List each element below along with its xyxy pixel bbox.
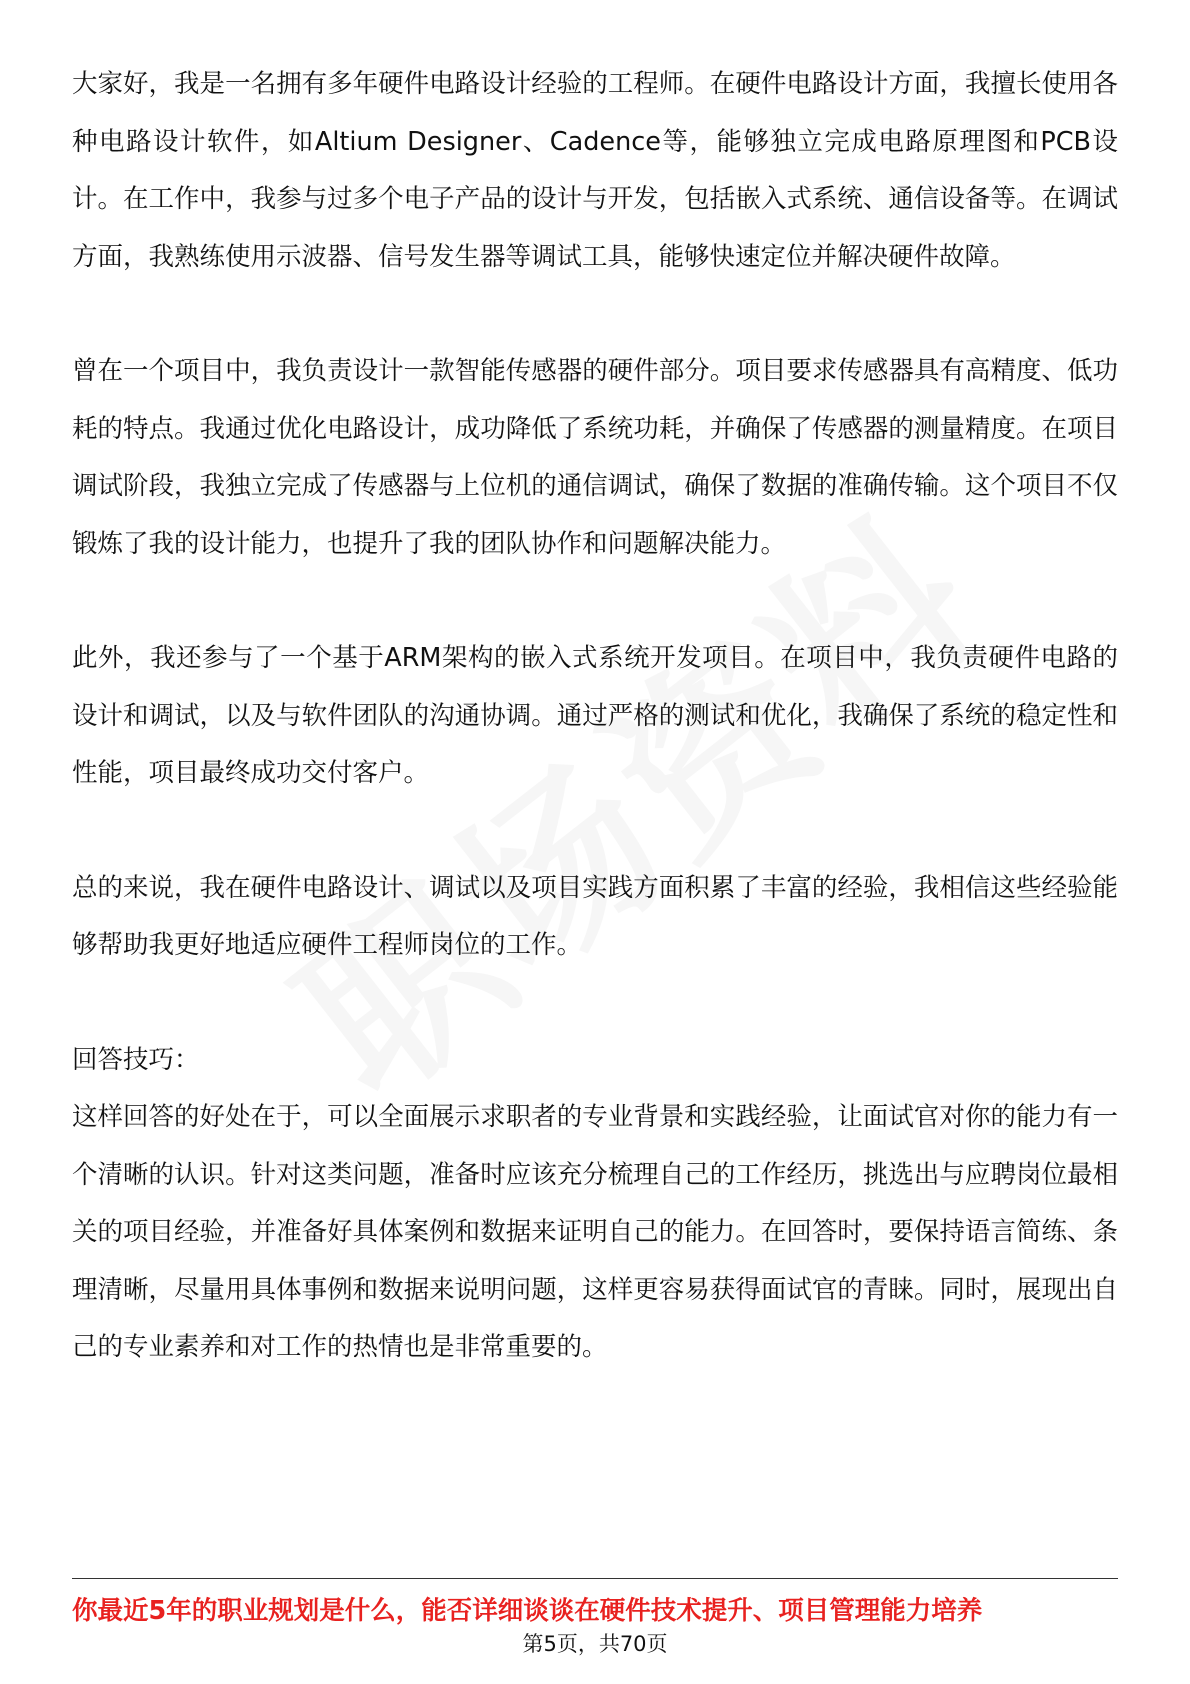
paragraph-spacer [72, 286, 1118, 343]
answer-paragraph-3: 此外，我还参与了一个基于ARM架构的嵌入式系统开发项目。在项目中，我负责硬件电路的设计和调试，以及与软件团队的沟通协调。通过严格的测试和优化，我确保了系统的稳定性和性能，项目最终成功交付客户。 [72, 643, 1118, 788]
answer-paragraph-4: 总的来说，我在硬件电路设计、调试以及项目实践方面积累了丰富的经验，我相信这些经验能够帮助我更好地适应硬件工程师岗位的工作。 [72, 872, 1118, 960]
next-question-heading: 你最近5年的职业规划是什么，能否详细谈谈在硬件技术提升、项目管理能力培养 [72, 1596, 983, 1626]
page-number: 第5页，共70页 [522, 1632, 668, 1656]
page-content [72, 56, 1118, 1377]
answer-paragraph-2: 曾在一个项目中，我负责设计一款智能传感器的硬件部分。项目要求传感器具有高精度、低功耗的特点。我通过优化电路设计，成功降低了系统功耗，并确保了传感器的测量精度。在项目调试阶段，我独立完成了传感器与上位机的通信调试，确保了数据的准确传输。这个项目不仅锻炼了我的设计能力，也提升了我的团队协作和问题解决能力。 [72, 356, 1118, 559]
paragraph-spacer [72, 975, 1118, 1032]
answer-paragraph-1: 大家好，我是一名拥有多年硬件电路设计经验的工程师。在硬件电路设计方面，我擅长使用各种电路设计软件，如Altium Designer、Cadence等，能够独立完成电路原理图和PCB设计。在工作中，我参与过多个电子产品的设计与开发，包括嵌入式系统、通信设备等。在调试方面，我熟练使用示波器、信号发生器等调试工具，能够快速定位并解决硬件故障。 [72, 69, 1118, 272]
paragraph-spacer [72, 573, 1118, 630]
section-divider [72, 1578, 1118, 1579]
paragraph-spacer [72, 803, 1118, 860]
tips-paragraph: 这样回答的好处在于，可以全面展示求职者的专业背景和实践经验，让面试官对你的能力有一个清晰的认识。针对这类问题，准备时应该充分梳理自己的工作经历，挑选出与应聘岗位最相关的项目经验，并准备好具体案例和数据来证明自己的能力。在回答时，要保持语言简练、条理清晰，尽量用具体事例和数据来说明问题，这样更容易获得面试官的青睐。同时，展现出自己的专业素养和对工作的热情也是非常重要的。 [72, 1102, 1118, 1362]
tips-heading: 回答技巧： [72, 1044, 200, 1075]
